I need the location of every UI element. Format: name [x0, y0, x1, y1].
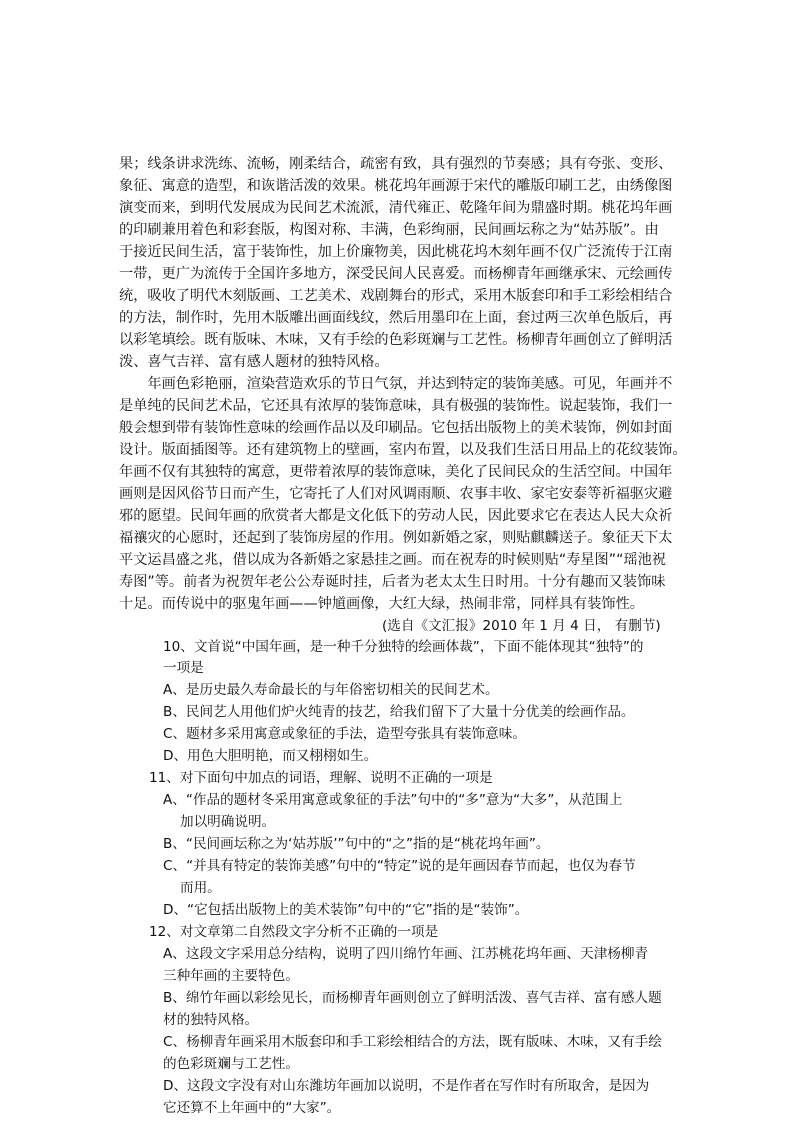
option-12a: A、这段文字采用总分结构，说明了四川绵竹年画、江苏桃花坞年画、天津杨柳青 — [163, 946, 649, 962]
question-12-stem: 12、对文章第二自然段文字分析不正确的一项是 — [149, 924, 439, 940]
question-10-stem: 一项是 — [163, 660, 204, 676]
article-line: 一带，更广为流传于全国许多地方，深受民间人民喜爱。而杨柳青年画继承宋、元绘画传 — [119, 266, 673, 282]
article-line: 十足。而传说中的驱鬼年画——钟馗画像，大红大绿，热闹非常，同样具有装饰性。 — [119, 596, 644, 612]
article-line: 象征、寓意的造型，和诙谐活泼的效果。桃花坞年画源于宋代的雕版印刷工艺，由绣像图 — [119, 178, 673, 194]
option-10a: A、是历史最久寿命最长的与年俗密切相关的民间艺术。 — [163, 682, 499, 698]
article-line: 年画色彩艳丽，渲染营造欢乐的节日气氛，并达到特定的装饰美感。可见，年画并不 — [119, 376, 673, 392]
option-12d: D、这段文字没有对山东潍坊年画加以说明，不是作者在写作时有所取舍，是因为 — [163, 1078, 650, 1094]
article-line: 寿图”等。前者为祝贺年老公公寿诞时挂，后者为老太太生日时用。十分有趣而又装饰味 — [119, 574, 666, 590]
option-11d: D、“它包括出版物上的美术装饰”句中的“它”指的是“装饰”。 — [163, 902, 529, 918]
option-12c: C、杨柳青年画采用木版套印和手工彩绘相结合的方法，既有版味、木味，又有手绘 — [163, 1034, 662, 1050]
article-line: 画则是因风俗节日而产生，它寄托了人们对风调雨顺、农事丰收、家宅安泰等祈福驱灾避 — [119, 486, 673, 502]
article-line: 般会想到带有装饰性意味的绘画作品以及印刷品。它包括出版物上的美术装饰，例如封面 — [119, 420, 673, 436]
option-12c: 的色彩斑斓与工艺性。 — [163, 1056, 299, 1072]
option-12b: B、绵竹年画以彩绘见长，而杨柳青年画则创立了鲜明活泼、喜气吉祥、富有感人题 — [163, 990, 662, 1006]
article-line: 果；线条讲求洗练、流畅，刚柔结合，疏密有致，具有强烈的节奏感；具有夸张、变形、 — [119, 156, 673, 172]
article-line: 平文运昌盛之兆，借以成为各新婚之家悬挂之画。而在祝寿的时候则贴“寿星图”“瑶池祝 — [119, 552, 666, 568]
option-12d: 它还算不上年画中的“大家”。 — [163, 1100, 341, 1116]
question-10-stem: 10、文首说“中国年画，是一种千分独特的绘画体裁”，下面不能体现其“独特”的 — [163, 639, 644, 655]
option-11c: C、“并具有特定的装饰美感”句中的“特定”说的是年画因春节而起，也仅为春节 — [163, 858, 636, 874]
article-line: 于接近民间生活，富于装饰性，加上价廉物美，因此桃花坞木刻年画不仅广泛流传于江南 — [119, 244, 673, 260]
article-line: 统，吸收了明代木刻版画、工艺美术、戏剧舞台的形式，采用木版套印和手工彩绘相结合 — [119, 288, 673, 304]
option-11a: A、“作品的题材冬采用寓意或象征的手法”句中的“多”意为“大多”，从范围上 — [163, 792, 623, 808]
article-line: 泼、喜气吉祥、富有感人题材的独特风格。 — [119, 354, 389, 370]
option-12a: 三种年画的主要特色。 — [163, 968, 299, 984]
option-10c: C、题材多采用寓意或象征的手法，造型夸张具有装饰意味。 — [163, 726, 526, 742]
article-line: 的印刷兼用着色和彩套版，构图对称、丰满，色彩绚丽，民间画坛称之为“姑苏版”。由 — [119, 222, 659, 238]
article-line: 年画不仅有其独特的寓意，更带着浓厚的装饰意味，美化了民间民众的生活空间。中国年 — [119, 464, 673, 480]
article-line: 福禳灾的心愿时，还起到了装饰房屋的作用。例如新婚之家，则贴麒麟送子。象征天下太 — [119, 530, 673, 546]
option-11b: B、“民间画坛称之为‘姑苏版’”句中的“之”指的是“桃花坞年画”。 — [163, 836, 550, 852]
option-10b: B、民间艺人用他们炉火纯青的技艺，给我们留下了大量十分优美的绘画作品。 — [163, 704, 635, 720]
article-line: 邪的愿望。民间年画的欣赏者大都是文化低下的劳动人民，因此要求它在表达人民大众祈 — [119, 508, 673, 524]
article-line: 是单纯的民间艺术品，它还具有浓厚的装饰意味，具有极强的装饰性。说起装饰，我们一 — [119, 398, 673, 414]
question-11-stem: 11、对下面句中加点的词语，理解、说明不正确的一项是 — [149, 770, 493, 786]
article-line: 演变而来，到明代发展成为民间艺术流派，清代雍正、乾隆年间为鼎盛时期。桃花坞年画 — [119, 200, 673, 216]
article-line: 设计。版面插图等。还有建筑物上的壁画，室内布置，以及我们生活日用品上的花纹装饰。 — [119, 442, 687, 458]
option-12b: 材的独特风格。 — [163, 1012, 259, 1028]
article-line: 的方法，制作时，先用木版雕出画面线纹，然后用墨印在上面，套过两三次单色版后，再 — [119, 310, 673, 326]
option-10d: D、用色大胆明艳，而又栩栩如生。 — [163, 748, 378, 764]
article-source: (选自《文汇报》2010 年 1 月 4 日， 有删节) — [382, 618, 661, 634]
option-11a: 加以明确说明。 — [180, 814, 276, 830]
article-line: 以彩笔填绘。既有版味、木味，又有手绘的色彩斑斓与工艺性。杨柳青年画创立了鲜明活 — [119, 332, 673, 348]
option-11c: 而用。 — [180, 880, 221, 896]
